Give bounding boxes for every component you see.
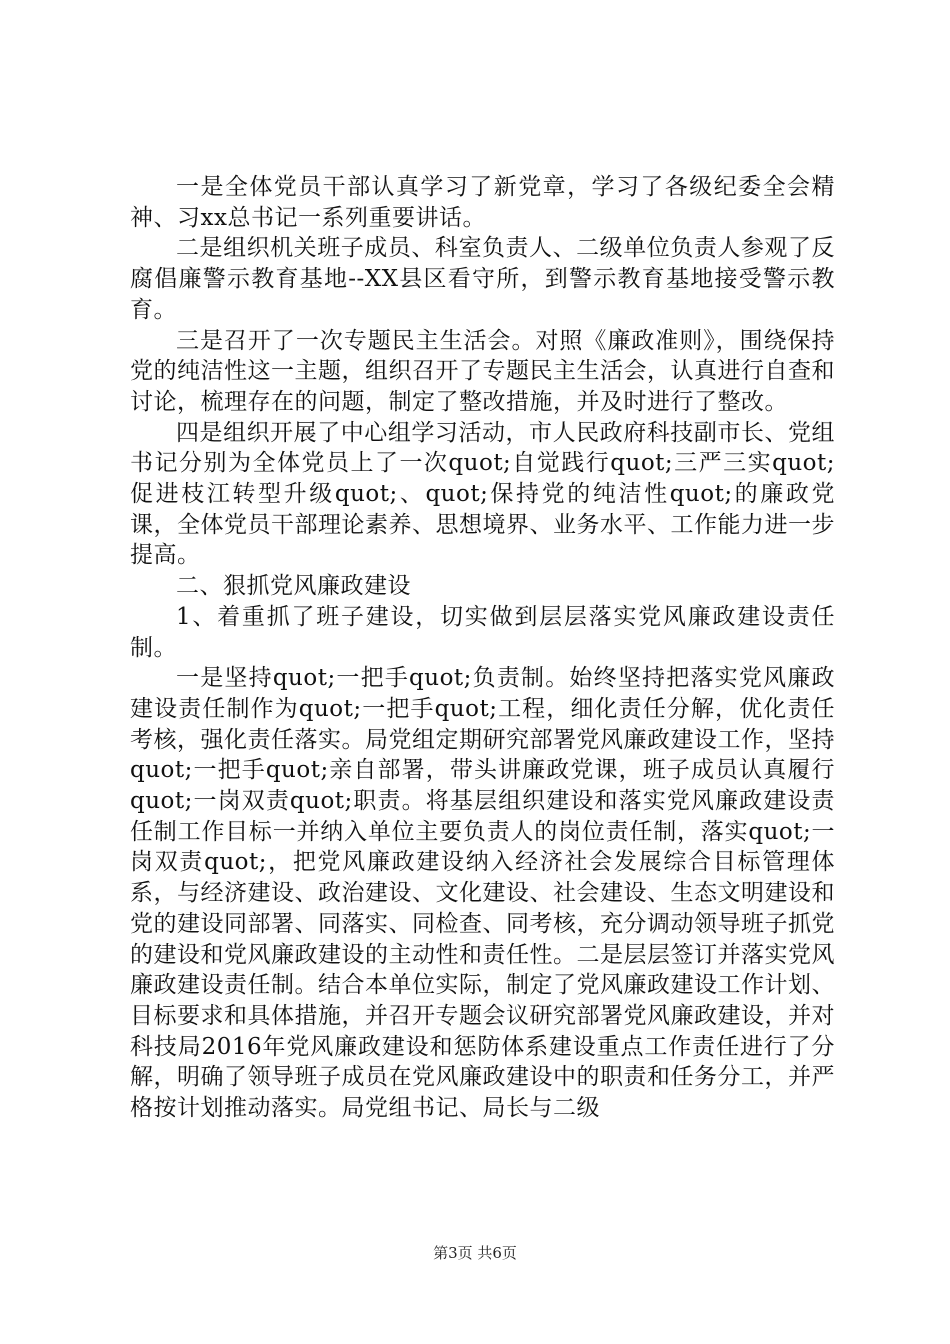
paragraph-5: 一是坚持quot;一把手quot;负责制。始终坚持把落实党风廉政建设责任制作为quot;一把手quot;工程，细化责任分解，优化责任考核，强化责任落实。局党组定期研究部署党风廉政建设工作，坚持quot;一把手quot;亲自部署，带头讲廉政党课，班子成员认真履行quot;一岗双责quot;职责。将基层组织建设和落实党风廉政建设责任制工作目标一并纳入单位主要负责人的岗位责任制，落实quot;一岗双责quot;，把党风廉政建设纳入经济社会发展综合目标管理体系，与经济建设、政治建设、文化建设、社会建设、生态文明建设和党的建设同部署、同落实、同检查、同考核，充分调动领导班子抓党的建设和党风廉政建设的主动性和责任性。二是层层签订并落实党风廉政建设责任制。结合本单位实际，制定了党风廉政建设工作计划、目标要求和具体措施，并召开专题会议研究部署党风廉政建设，并对科技局2016年党风廉政建设和惩防体系建设重点工作责任进行了分解，明确了领导班子成员在党风廉政建设中的职责和任务分工，并严格按计划推动落实。局党组书记、局长与二级: [130, 665, 835, 1122]
paragraph-2: 二是组织机关班子成员、科室负责人、二级单位负责人参观了反腐倡廉警示教育基地--XX县区看守所，到警示教育基地接受警示教育。: [130, 235, 835, 323]
paragraph-4: 四是组织开展了中心组学习活动，市人民政府科技副市长、党组书记分别为全体党员上了一次quot;自觉践行quot;三严三实quot;促进枝江转型升级quot;、quot;保持党的纯洁性quot;的廉政党课，全体党员干部理论素养、思想境界、业务水平、工作能力进一步提高。: [130, 419, 835, 569]
section-heading: 二、狠抓党风廉政建设: [176, 573, 411, 600]
document-body: [130, 172, 835, 1124]
page-footer: 第3页 共6页: [433, 1244, 517, 1262]
paragraph-1: 一是全体党员干部认真学习了新党章，学习了各级纪委全会精神、习xx总书记一系列重要讲话。: [130, 174, 835, 231]
paragraph-3: 三是召开了一次专题民主生活会。对照《廉政准则》，围绕保持党的纯洁性这一主题，组织召开了专题民主生活会，认真进行自查和讨论，梳理存在的问题，制定了整改措施，并及时进行了整改。: [130, 327, 835, 415]
subsection-heading: 1、着重抓了班子建设，切实做到层层落实党风廉政建设责任制。: [130, 603, 835, 661]
